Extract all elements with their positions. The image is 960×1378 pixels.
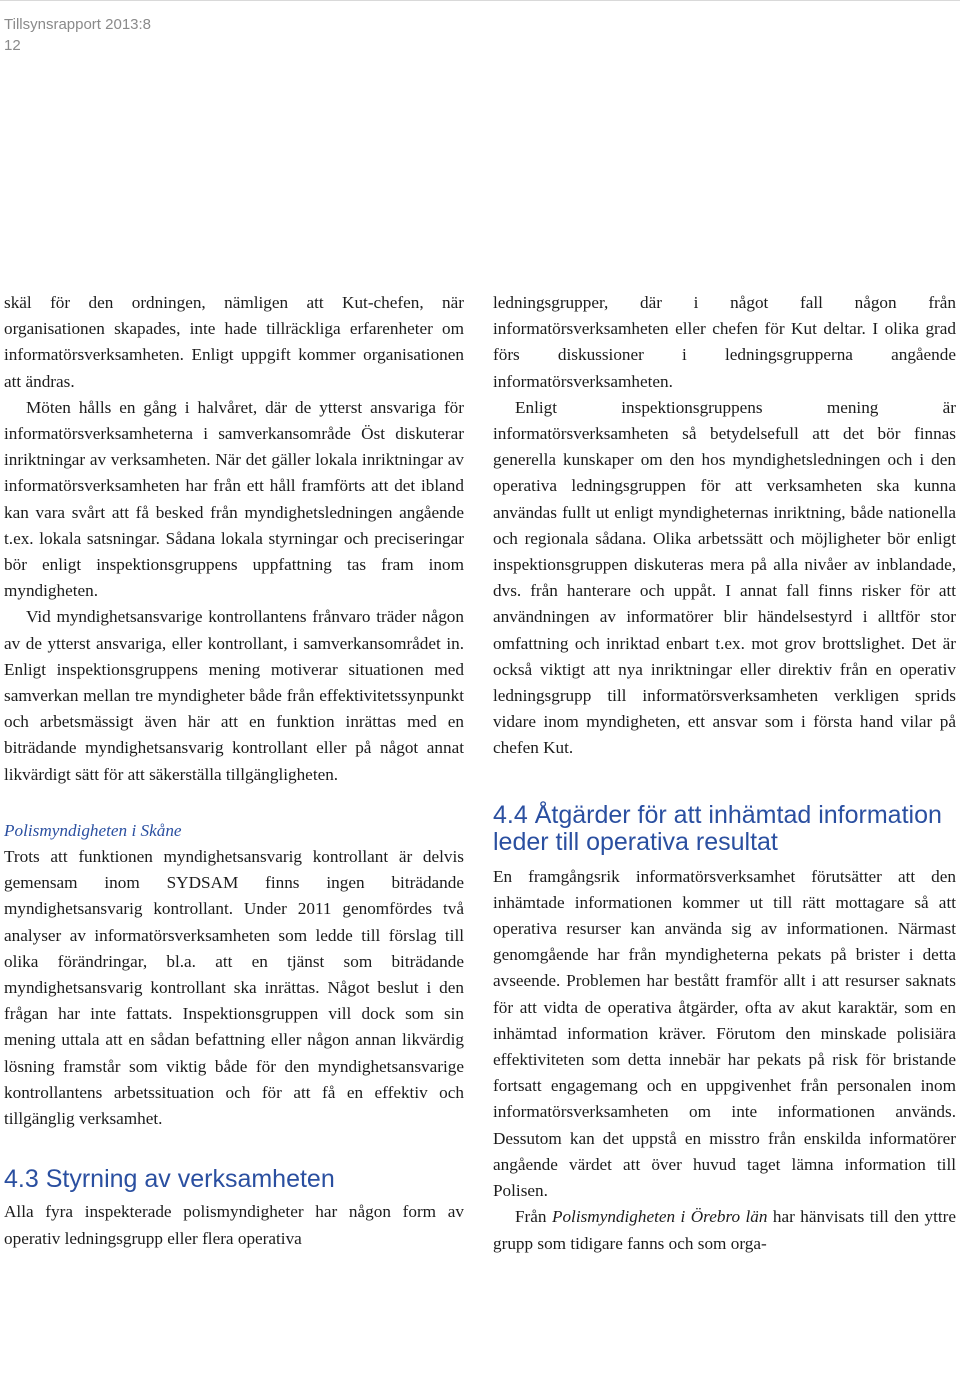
report-title: Tillsynsrapport 2013:8 xyxy=(4,16,152,33)
paragraph-lead: Från xyxy=(515,1207,552,1227)
section-heading-4-4 xyxy=(493,802,956,856)
right-paragraph-1: ledningsgrupper, där i något fall någon från informatörsverksamheten eller chefen för Kut deltar. I olika grad förs diskussioner i ledningsgrupperna angående informatörsverksamheten. xyxy=(493,293,956,391)
section-heading-4-3 xyxy=(4,1166,464,1193)
right-paragraph-4 xyxy=(493,1204,956,1256)
left-column xyxy=(4,290,464,1252)
right-column xyxy=(493,290,956,1257)
left-paragraph-1: skäl för den ordningen, nämligen att Kut-chefen, när organisationen skapades, inte hade tillräckliga erfarenheter om informatörsverksamheten. Enligt uppgift kommer organisationen att ändras. xyxy=(4,293,464,391)
page-number: 12 xyxy=(4,37,21,54)
left-paragraph-2: Möten hålls en gång i halvåret, där de ytterst ansvariga för informatörsverksamheterna i samverkansområde Öst diskuterar inriktningar av verksamheten. När det gäller lokala inriktningar av informatörsverksamheten har från ett håll framförts att det ibland kan vara svårt att få besked från myndighetsledningen angående t.ex. lokala satsningar. Sådana lokala styrningar och preciseringar bör enligt inspektionsgruppens uppfattning tas fram inom myndigheten. xyxy=(4,397,464,601)
right-paragraph-3: En framgångsrik informatörsverksamhet förutsätter att den inhämtade informationen kommer ut till rätt mottagare så att operativa resurser kan använda sig av informationen. Närmast genomgående har från myndigheterna pekats på brister i detta avseende. Problemen har bestått framför allt i att resurser saknats för att vidta de operativa åtgärder, ofta av akut karaktär, som en inhämtad information kräver. Förutom den minskade polisiära effektiviteten som detta innebär har pekats på risk för bristande fortsatt engagemang och en uppgivenhet från personalen inom informatörsverksamheten om inte informationen används. Dessutom kan det uppstå en misstro från enskilda informatörer angående värdet att över huvud taget lämna information till Polisen. xyxy=(493,866,956,1201)
left-paragraph-5: Alla fyra inspekterade polismyndigheter har någon form av operativ ledningsgrupp eller flera operativa xyxy=(4,1202,464,1248)
header-rule xyxy=(0,0,960,1)
page-header xyxy=(4,14,151,56)
section-title: Styrning av verksamheten xyxy=(45,1165,335,1194)
section-title: Åtgärder för att inhämtad information leder till operativa resultat xyxy=(493,800,942,856)
right-paragraph-2: Enligt inspektionsgruppens mening är informatörsverksamheten så betydelsefull att det bör finnas generella kunskaper om den hos myndighetsledningen och i den operativa ledningsgruppen för att verksamheten ska kunna användas fullt ut enligt myndigheternas inriktning, både nationella och regionala sådana. Olika arbetssätt och möjligheter bör enligt inspektionsgruppen diskuteras mera på alla nivåer av inblandade, dvs. från hanterare och uppåt. I annat fall finns risker för att användningen av informatörer blir händelsestyrd i alltför stor omfattning och inriktad enbart t.ex. mot grov brottslighet. Det är också viktigt att nya inriktningar eller direktiv från en operativ ledningsgrupp till informatörsverksamheten verkligen sprids vidare inom myndigheten, ett ansvar som i första hand vilar på chefen Kut. xyxy=(493,397,956,758)
paragraph-italic-authority: Polismyndigheten i Örebro län xyxy=(551,1207,768,1227)
left-paragraph-4: Trots att funktionen myndighetsansvarig kontrollant är delvis gemensam inom SYDSAM finns ingen biträdande myndighetsansvarig kontrollant. Under 2011 genomfördes två analyser av informatörsverksamheten som ledde till förslag till olika förändringar, bl.a. att en tjänst som biträdande myndighetsansvarig kontrollant ska inrättas. Något beslut i den frågan har inte fattats. Inspektionsgruppen vill dock som sin mening uttala att en sådan befattning eller någon annan likvärdig lösning framstår som viktig både för den myndighetsansvarige kontrollantens arbetssituation och för att få en effektiv och tillgänglig verksamhet. xyxy=(4,847,464,1129)
section-number: 4.3 xyxy=(4,1165,39,1194)
subheading-skane: Polismyndigheten i Skåne xyxy=(4,820,182,840)
left-paragraph-3: Vid myndighetsansvarige kontrollantens frånvaro träder någon av de ytterst ansvariga, eller kontrollant, i samverkansområdet in. Enligt inspektionsgruppens mening motiverar situationen med samverkan mellan tre myndigheter både från effektivitetssynpunkt och arbetsmässigt även här att en funktion inrättas med en biträdande myndighetsansvarig kontrollant eller på något annat likvärdigt sätt för att säkerställa tillgängligheten. xyxy=(4,607,464,784)
section-number: 4.4 xyxy=(493,800,528,829)
paragraph-rest: har hänvisats till den yttre grupp som tidigare fanns och som orga- xyxy=(493,1207,956,1253)
